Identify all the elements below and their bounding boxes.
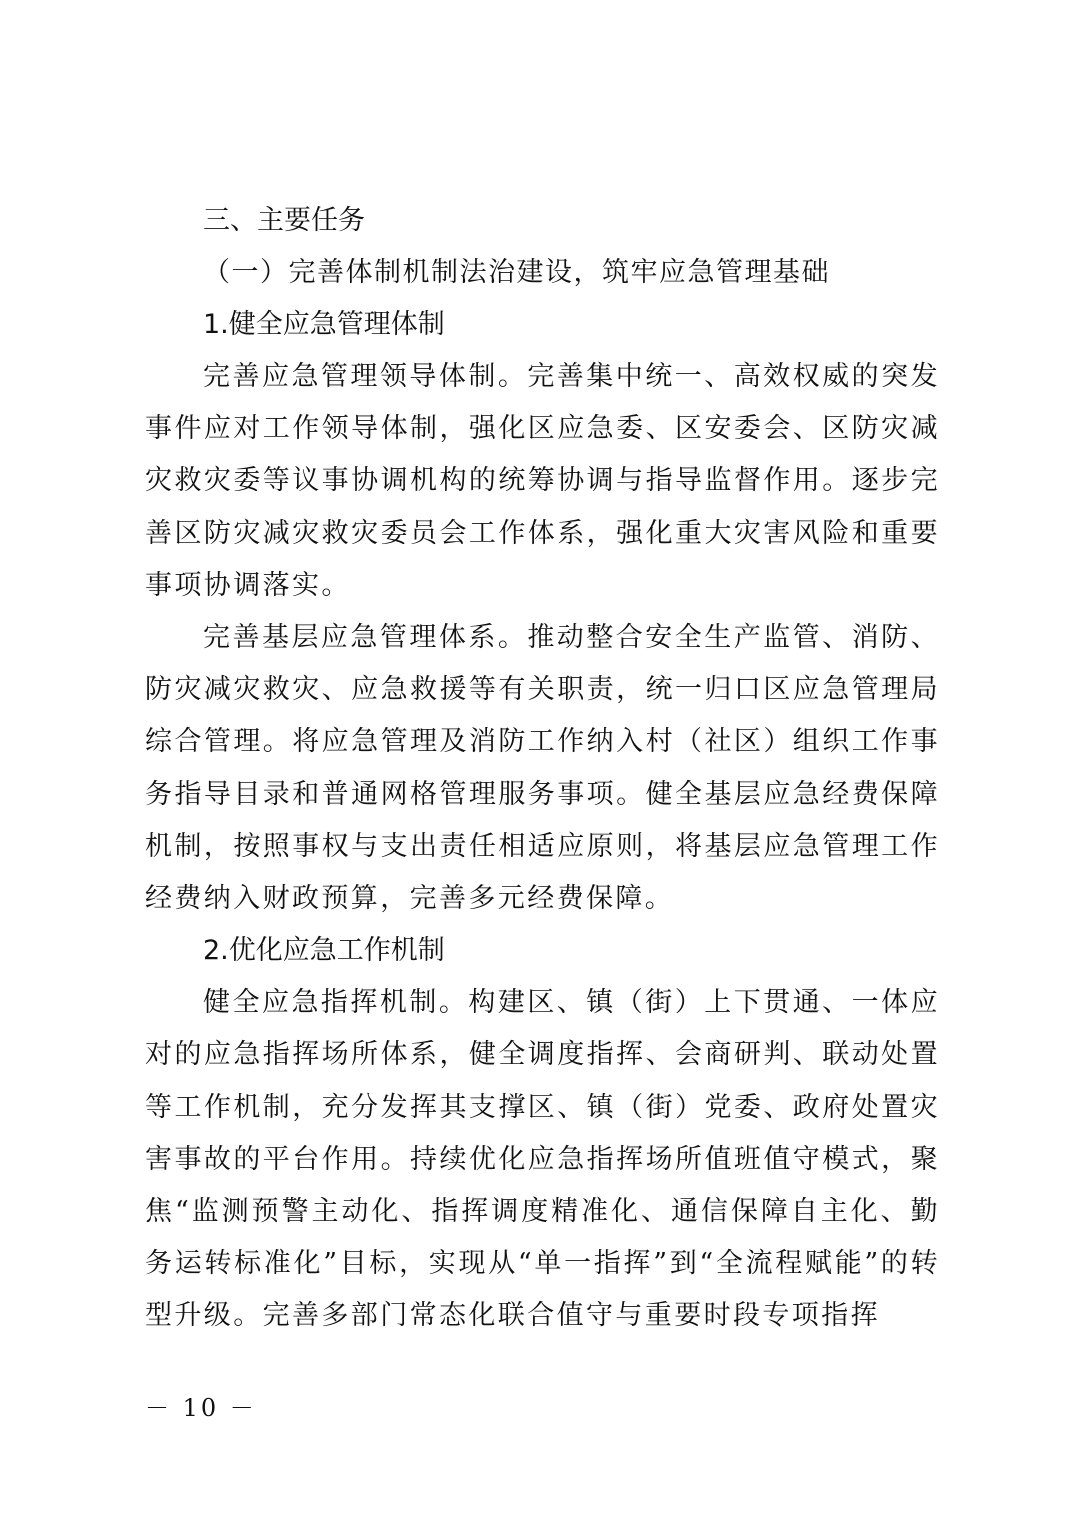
page-number: － 10 －	[145, 1394, 257, 1422]
subsection-heading: （一）完善体制机制法治建设，筑牢应急管理基础	[203, 257, 830, 288]
paragraph-grassroots-system: 完善基层应急管理体系。推动整合安全生产监管、消防、防灾减灾救灾、应急救援等有关职责，统一归口区应急管理局综合管理。将应急管理及消防工作纳入村（社区）组织工作事务指导目录和普通网格管理服务事项。健全基层应急经费保障机制，按照事权与支出责任相适应原则，将基层应急管理工作经费纳入财政预算，完善多元经费保障。	[145, 622, 940, 915]
paragraph-command-mechanism: 健全应急指挥机制。构建区、镇（街）上下贯通、一体应对的应急指挥场所体系，健全调度指挥、会商研判、联动处置等工作机制，充分发挥其支撑区、镇（街）党委、政府处置灾害事故的平台作用。持续优化应急指挥场所值班值守模式，聚焦“监测预警主动化、指挥调度精准化、通信保障自主化、勤务运转标准化”目标，实现从“单一指挥”到“全流程赋能”的转型升级。完善多部门常态化联合值守与重要时段专项指挥	[145, 987, 940, 1332]
item1-heading: 1.健全应急管理体制	[203, 309, 445, 340]
paragraph-leadership-system: 完善应急管理领导体制。完善集中统一、高效权威的突发事件应对工作领导体制，强化区应急委、区安委会、区防灾减灾救灾委等议事协调机构的统筹协调与指导监督作用。逐步完善区防灾减灾救灾委员会工作体系，强化重大灾害风险和重要事项协调落实。	[145, 361, 940, 601]
document-body	[145, 195, 940, 1343]
section-heading: 三、主要任务	[203, 205, 365, 236]
item2-heading: 2.优化应急工作机制	[203, 935, 445, 967]
